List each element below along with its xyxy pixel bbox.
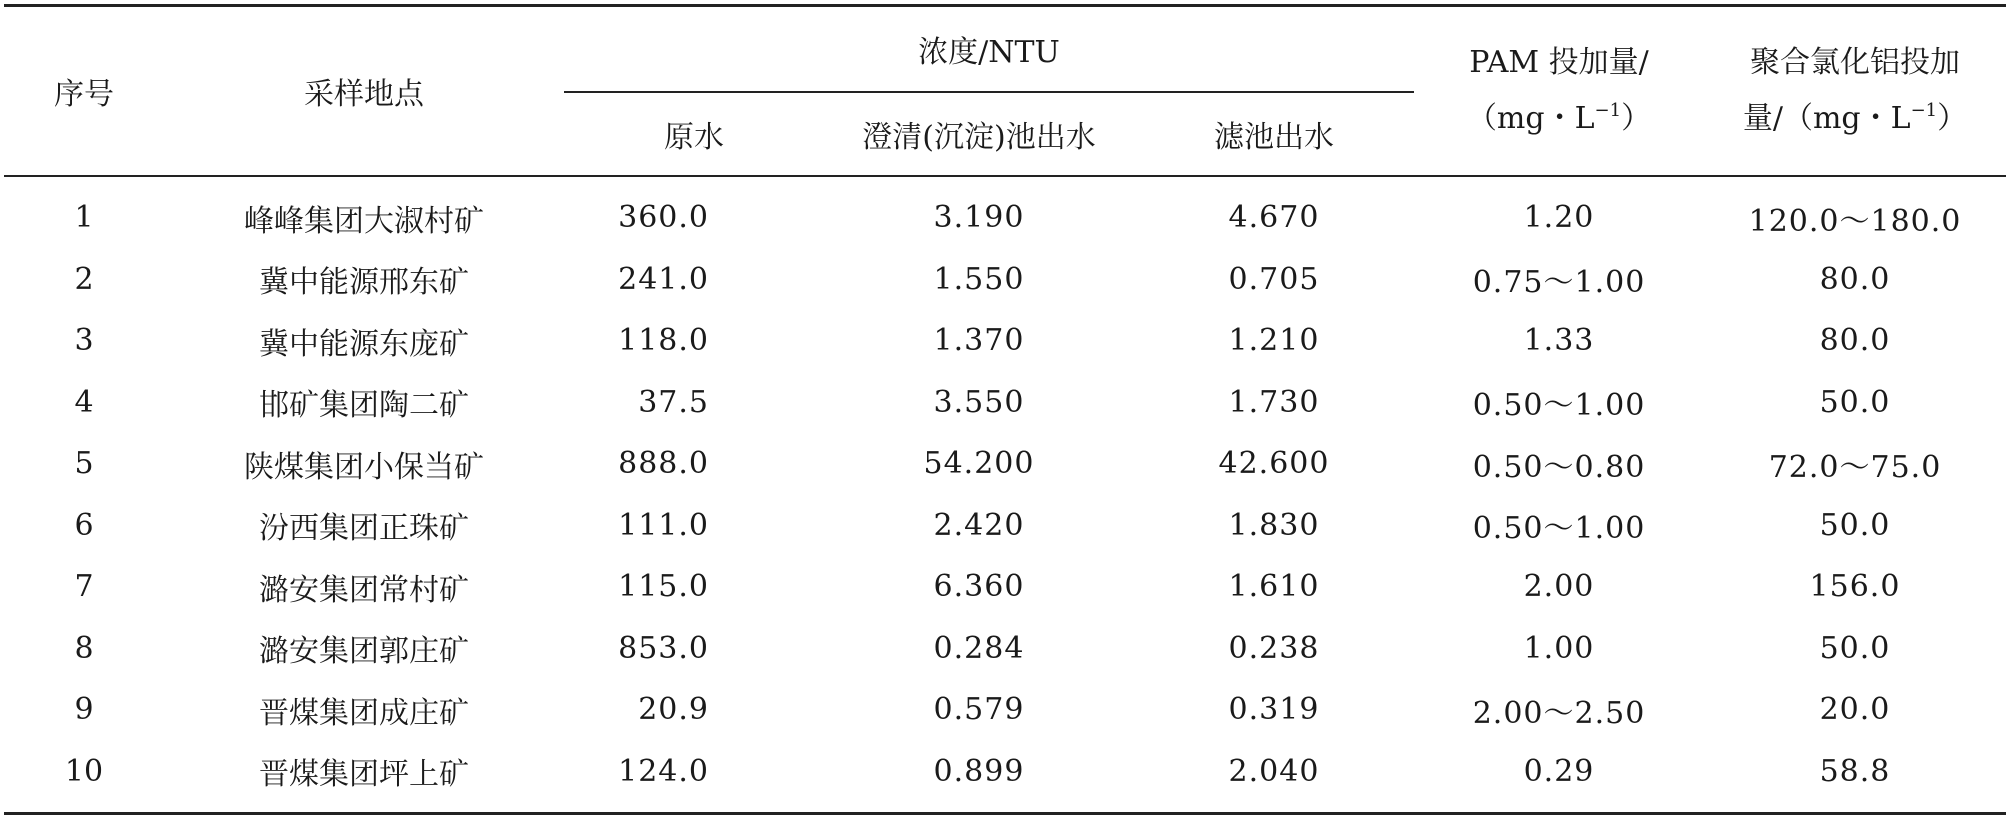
cell-raw-water: 118.0 [618,323,709,359]
header-pam [1414,6,1704,177]
cell-clarifier: 54.200 [923,446,1035,482]
cell-pam: 0.50～1.00 [1472,511,1646,547]
header-index: 序号 [4,6,164,177]
cell-index: 10 [4,741,164,814]
header-pac-line2-sup: −1 [1910,100,1938,121]
cell-clarifier: 0.899 [824,741,1134,814]
cell-filter: 42.600 [1218,446,1330,482]
cell-site: 冀中能源邢东矿 [259,265,469,301]
cell-site: 峰峰集团大淑村矿 [244,203,484,239]
cell-filter: 2.040 [1134,741,1414,814]
cell-raw-water: 853.0 [618,630,709,666]
table-row [4,310,2006,372]
cell-pac: 80.0 [1819,323,1891,359]
cell-pac: 80.0 [1819,261,1891,297]
cell-index: 5 [74,446,94,482]
table-row [4,495,2006,557]
cell-pam: 0.75～1.00 [1472,265,1646,301]
cell-pam: 0.50～0.80 [1472,449,1646,485]
header-pam-line2-pre: （mg・L [1466,101,1595,136]
cell-pam: 2.00 [1523,569,1595,605]
cell-clarifier: 3.190 [933,200,1025,236]
table-row [4,741,2006,814]
cell-index: 7 [74,569,94,605]
table-body [4,176,2006,814]
cell-filter: 1.610 [1228,569,1320,605]
cell-pam: 1.33 [1523,323,1595,359]
table-header [4,6,2006,177]
cell-filter: 4.670 [1228,200,1320,236]
header-pam-line2-post: ） [1621,101,1652,136]
header-pac-line1: 聚合氯化铝投加 [1749,45,1960,80]
cell-raw-water: 360.0 [618,200,709,236]
cell-raw-water: 241.0 [618,261,709,297]
cell-filter: 1.830 [1228,507,1320,543]
table-row [4,433,2006,495]
cell-site: 晋煤集团成庄矿 [259,695,469,731]
cell-clarifier: 0.579 [933,692,1025,728]
table-row [4,679,2006,741]
header-raw-water: 原水 [564,92,824,176]
cell-raw-water: 115.0 [618,569,709,605]
cell-site: 冀中能源东庞矿 [259,326,469,362]
cell-index: 9 [74,692,94,728]
cell-site: 潞安集团郭庄矿 [259,634,469,670]
cell-clarifier: 3.550 [933,384,1025,420]
cell-index: 3 [74,323,94,359]
cell-pac: 20.0 [1819,692,1891,728]
header-filter-out: 滤池出水 [1134,92,1414,176]
cell-pac: 50.0 [1819,630,1891,666]
header-pam-line1: PAM 投加量/ [1469,45,1649,80]
cell-filter: 0.238 [1228,630,1320,666]
cell-index: 6 [74,507,94,543]
cell-pac: 120.0～180.0 [1748,203,1962,239]
cell-site: 陕煤集团小保当矿 [244,449,484,485]
cell-filter: 1.730 [1228,384,1320,420]
cell-clarifier: 0.284 [933,630,1025,666]
cell-site: 邯矿集团陶二矿 [259,388,469,424]
cell-raw-water: 124.0 [564,741,824,814]
table-row [4,618,2006,680]
cell-pac: 156.0 [1809,569,1901,605]
cell-site: 潞安集团常村矿 [259,572,469,608]
cell-raw-water: 37.5 [638,384,709,420]
cell-pac: 72.0～75.0 [1768,449,1942,485]
cell-clarifier: 6.360 [933,569,1025,605]
table-row [4,176,2006,249]
table-row [4,556,2006,618]
header-pac-line2-post: ） [1937,101,1968,136]
data-table-container [4,4,2006,815]
cell-clarifier: 1.370 [933,323,1025,359]
cell-pam: 2.00～2.50 [1472,695,1646,731]
cell-clarifier: 2.420 [933,507,1025,543]
cell-pac: 50.0 [1819,507,1891,543]
cell-site: 晋煤集团坪上矿 [164,741,564,814]
header-concentration-group: 浓度/NTU [564,6,1414,93]
header-pac [1704,6,2006,177]
cell-filter: 1.210 [1228,323,1320,359]
table-row [4,372,2006,434]
cell-raw-water: 20.9 [638,692,709,728]
cell-filter: 0.319 [1228,692,1320,728]
cell-raw-water: 888.0 [618,446,709,482]
cell-index: 2 [74,261,94,297]
cell-pac: 50.0 [1819,384,1891,420]
cell-pac: 58.8 [1704,741,2006,814]
header-row-1 [4,6,2006,93]
cell-pam: 1.00 [1523,630,1595,666]
cell-index: 1 [74,200,94,236]
cell-filter: 0.705 [1228,261,1320,297]
header-site: 采样地点 [164,6,564,177]
header-pam-line2-sup: −1 [1594,100,1622,121]
cell-pam: 0.50～1.00 [1472,388,1646,424]
cell-clarifier: 1.550 [933,261,1025,297]
header-pac-line2-pre: 量/（mg・L [1742,101,1911,136]
cell-pam: 1.20 [1523,200,1595,236]
water-treatment-table [4,4,2006,815]
cell-site: 汾西集团正珠矿 [259,511,469,547]
cell-index: 8 [74,630,94,666]
table-row [4,249,2006,311]
cell-pam: 0.29 [1414,741,1704,814]
cell-index: 4 [74,384,94,420]
cell-raw-water: 111.0 [618,507,709,543]
header-clarifier-out: 澄清(沉淀)池出水 [824,92,1134,176]
